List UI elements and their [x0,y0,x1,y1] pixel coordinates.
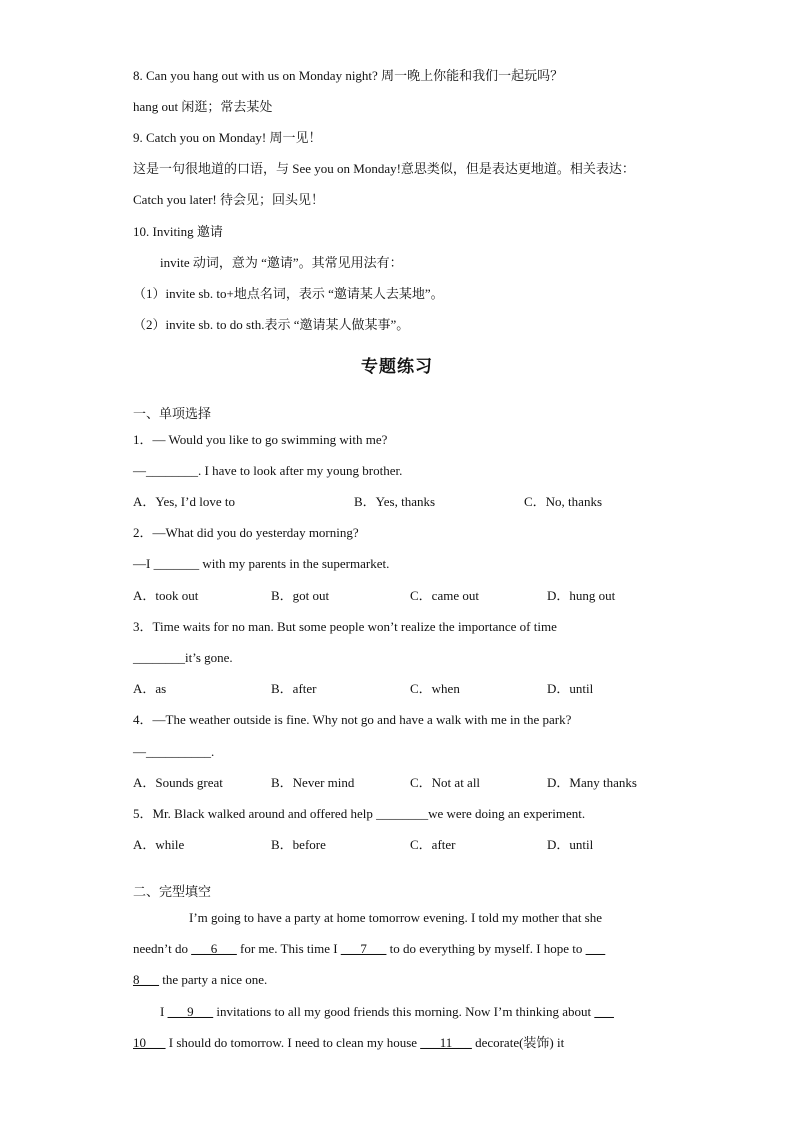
q4-option-c[interactable]: C．Not at all [410,775,481,790]
cloze-blank-11[interactable]: ___11___ [420,1035,472,1050]
q5-option-d[interactable]: D．until [547,837,594,852]
q4-stem: 4．—The weather outside is fine. Why not go and have a walk with me in the park? [133,712,572,727]
cloze-text: decorate(装饰) it [471,1035,565,1050]
q2-stem2: —I _______ with my parents in the supermarket. [133,556,390,571]
note-9-desc: 这是一句很地道的口语，与 See you on Monday!意思类似，但是表达更地道。相关表达： [133,161,635,176]
q3-option-b[interactable]: B．after [271,681,317,696]
note-9: 9. Catch you on Monday! 周一见！ [133,130,322,145]
cloze-text: to do everything by myself. I hope to [386,941,586,956]
q2-option-c[interactable]: C．came out [410,588,479,603]
q1-option-c[interactable]: C．No, thanks [524,494,603,509]
q3-stem2: ________it’s gone. [133,650,233,665]
section-title: 专题练习 [361,357,433,376]
cloze-blank-8[interactable]: 8___ [133,972,159,987]
q1-option-b[interactable]: B．Yes, thanks [354,494,436,509]
cloze-blank-10[interactable]: 10___ [133,1035,166,1050]
q2-option-b[interactable]: B．got out [271,588,330,603]
note-9-sub: Catch you later! 待会见；回头见！ [133,192,324,207]
q5-stem: 5．Mr. Black walked around and offered help ________we were doing an experiment. [133,806,586,821]
cloze-text: invitations to all my good friends this morning. Now I’m thinking about [213,1004,595,1019]
note-8-sub: hang out 闲逛；常去某处 [133,99,273,114]
cloze-blank-7[interactable]: ___7___ [340,941,387,956]
q2-stem: 2．—What did you do yesterday morning? [133,525,359,540]
q3-stem: 3．Time waits for no man. But some people won’t realize the importance of time [133,619,557,634]
cloze-text: needn’t do [133,941,192,956]
part2-heading: 二、完型填空 [133,884,212,899]
note-10-usage-2: （2）invite sb. to do sth.表示 “邀请某人做某事”。 [133,317,410,332]
q2-option-d[interactable]: D．hung out [547,588,616,603]
q3-option-d[interactable]: D．until [547,681,594,696]
cloze-line-1: I’m going to have a party at home tomorrow evening. I told my mother that she [189,910,603,925]
q2-option-a[interactable]: A．took out [133,588,199,603]
cloze-line-4 [160,1004,614,1020]
cloze-line-5 [133,1035,564,1051]
cloze-blank-10-start[interactable]: ___ [594,1004,614,1019]
q4-option-a[interactable]: A．Sounds great [133,775,223,790]
cloze-line-3 [133,972,267,988]
q5-option-a[interactable]: A．while [133,837,185,852]
note-10-usage-1: （1）invite sb. to+地点名词，表示 “邀请某人去某地”。 [133,286,444,301]
cloze-blank-6[interactable]: ___6___ [191,941,237,956]
q1-stem2: —________. I have to look after my young brother. [133,463,403,478]
q5-option-b[interactable]: B．before [271,837,326,852]
q1-stem: 1．— Would you like to go swimming with me? [133,432,388,447]
cloze-blank-8-start[interactable]: ___ [585,941,606,956]
cloze-text: for me. This time I [236,941,341,956]
cloze-text: I [160,1004,168,1019]
q3-option-a[interactable]: A．as [133,681,167,696]
cloze-text: I should do tomorrow. I need to clean my house [165,1035,421,1050]
q5-option-c[interactable]: C．after [410,837,456,852]
q4-option-d[interactable]: D．Many thanks [547,775,637,790]
q4-stem2: —__________. [133,744,215,759]
cloze-line-2 [133,941,605,957]
part1-heading: 一、单项选择 [133,406,212,421]
cloze-blank-9[interactable]: ___9___ [167,1004,214,1019]
cloze-text: the party a nice one. [159,972,268,987]
q1-option-a[interactable]: A．Yes, I’d love to [133,494,235,509]
note-8: 8. Can you hang out with us on Monday night? 周一晚上你能和我们一起玩吗？ [133,68,564,83]
note-10: 10. Inviting 邀请 [133,224,223,239]
q4-option-b[interactable]: B．Never mind [271,775,355,790]
q3-option-c[interactable]: C．when [410,681,460,696]
note-10-desc: invite 动词，意为 “邀请”。其常见用法有： [160,255,403,270]
